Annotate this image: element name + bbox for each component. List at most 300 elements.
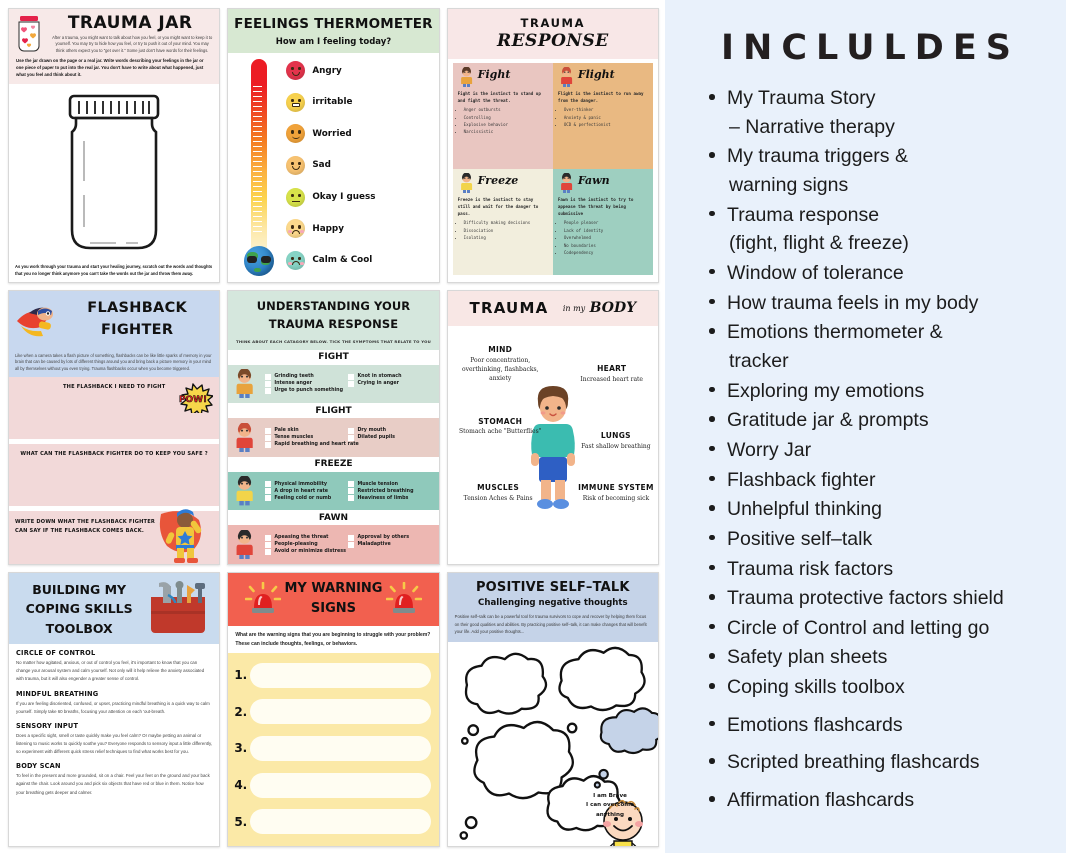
includes-item-label: How trauma feels in my body <box>727 291 979 314</box>
ut-title-line1: UNDERSTANDING YOUR <box>256 299 411 313</box>
includes-list-item <box>707 525 1048 554</box>
includes-item-label: Trauma response <box>727 203 880 226</box>
symptom-checkbox-row[interactable] <box>348 488 427 494</box>
includes-list-item <box>707 786 1048 815</box>
ff-title-line1: FLASHBACK <box>87 300 188 316</box>
quadrant-child-icon <box>458 173 475 193</box>
feeling-label: Worried <box>312 128 352 139</box>
understanding-section[interactable] <box>228 403 438 457</box>
earth-globe-icon <box>244 246 274 276</box>
includes-item-label: My Trauma Story <box>727 87 876 109</box>
coping-skill-body: Does a specific sight, smell or taste quickly make you feel calm? Or maybe petting an animal or listening to music works to quickly soothe you? Everyone responds to sensory input a little differently, so experiment with different quick stress relief techniques to find what works best for you. <box>16 732 213 755</box>
warning-sign-input[interactable] <box>250 809 430 834</box>
checkbox-icon[interactable] <box>348 374 354 380</box>
trauma-jar-header <box>9 9 219 84</box>
feelings-thermometer-header <box>228 9 438 53</box>
warning-sign-input[interactable] <box>250 699 430 724</box>
symptom-checkbox-row[interactable] <box>348 428 427 434</box>
warning-sign-input[interactable] <box>250 663 430 688</box>
card-coping-skills-toolbox[interactable] <box>8 572 220 847</box>
coping-skill-heading: SENSORY INPUT <box>16 721 79 730</box>
ws-title-line2: SIGNS <box>310 601 357 617</box>
card-understanding-trauma-response[interactable] <box>227 290 439 565</box>
feeling-row[interactable] <box>286 124 432 143</box>
feeling-row[interactable] <box>286 93 432 112</box>
feeling-row[interactable] <box>286 219 432 238</box>
positive-self-talk-header <box>448 573 658 642</box>
pow-label: POW! <box>179 394 208 405</box>
checkbox-icon[interactable] <box>265 549 271 555</box>
symptom-checkbox-row[interactable] <box>348 542 427 548</box>
checkbox-icon[interactable] <box>265 542 271 548</box>
includes-list-item <box>707 377 1048 406</box>
trauma-jar-drawing-area[interactable] <box>9 84 219 265</box>
flashback-prompt-1: THE FLASHBACK I NEED TO FIGHT <box>62 383 166 390</box>
child-illustration-icon <box>232 530 257 559</box>
understanding-title <box>233 298 433 334</box>
flashback-prompt-2: WHAT CAN THE FLASHBACK FIGHTER DO TO KEEP YOU SAFE ? <box>20 450 208 457</box>
body-part-name: MUSCLES <box>477 483 520 493</box>
section-child-icon <box>232 530 257 560</box>
checkbox-icon[interactable] <box>348 428 354 434</box>
trauma-jar-intro: After a trauma, you might want to talk about how you feel, or you might want to keep it to yourself. You may try to hide how you feel, or try to push it out of your mind. You may think others expect you to "get over it." Some just don't have words for their feelings. <box>52 34 213 53</box>
section-row <box>228 472 438 511</box>
section-row <box>228 418 438 457</box>
bubble-line-3: anything <box>596 812 624 819</box>
trauma-body-title-part3: BODY <box>589 300 637 316</box>
includes-item-label: Trauma protective factors shield <box>727 587 1004 610</box>
emoji-face-icon <box>286 93 305 112</box>
checkbox-icon[interactable] <box>265 481 271 487</box>
feelings-list <box>286 59 432 276</box>
symptom-label: Tense muscles <box>274 435 314 441</box>
includes-list-item <box>707 406 1048 435</box>
trauma-response-quadrant[interactable] <box>453 169 553 275</box>
feelings-thermometer-body <box>228 53 438 282</box>
checkbox-icon[interactable] <box>265 495 271 501</box>
sunglasses-icon <box>246 256 272 263</box>
response-item: • Narcissistic <box>464 128 548 135</box>
includes-item-label: Flashback fighter <box>727 468 876 491</box>
symptom-label: Heaviness of limbs <box>357 495 409 501</box>
includes-item-label: Worry Jar <box>727 438 812 461</box>
checkbox-icon[interactable] <box>348 435 354 441</box>
includes-list-item <box>707 748 1048 777</box>
quadrant-items <box>558 106 648 128</box>
card-my-warning-signs[interactable] <box>227 572 439 847</box>
body-part-name: MIND <box>488 345 513 355</box>
section-row <box>228 365 438 404</box>
response-item: • People pleaser <box>564 219 648 226</box>
siren-light-icon <box>245 582 281 616</box>
pow-burst-icon <box>173 383 213 413</box>
trauma-body-header <box>448 291 658 326</box>
includes-list-item <box>707 584 1048 613</box>
card-flashback-fighter[interactable] <box>8 290 220 565</box>
quadrant-description: Fight is the instinct to stand up and fight the threat. <box>457 91 541 104</box>
trauma-response-title-line2: RESPONSE <box>496 31 609 51</box>
trauma-response-quadrant[interactable] <box>553 63 653 169</box>
checkbox-icon[interactable] <box>348 488 354 494</box>
checkbox-icon[interactable] <box>348 535 354 541</box>
cs-title-line3: TOOLBOX <box>45 620 113 636</box>
symptom-checkbox-row[interactable] <box>265 428 344 434</box>
symptom-label: Intense anger <box>274 381 312 387</box>
emoji-face-icon <box>286 251 305 270</box>
warning-sign-row[interactable] <box>234 773 430 798</box>
quadrant-description: Fawn is the instinct to try to appease the threat by being submissive <box>557 197 634 217</box>
warning-sign-number: 1. <box>234 668 248 683</box>
symptom-label: Knot in stomach <box>357 374 402 380</box>
positive-self-talk-intro: Positive self–talk can be a powerful tool for trauma survivors to cope and recover by helping them focus on their good qualities and abilities. By practicing positive self–talk, it can make changes that will benefit your life. Add your positive thoughts... <box>454 614 647 635</box>
symptom-list <box>261 428 433 448</box>
checkbox-icon[interactable] <box>265 428 271 434</box>
symptom-label: Muscle tension <box>357 481 399 487</box>
includes-title: INCLULDES <box>721 28 1020 68</box>
trauma-response-quadrants <box>453 63 653 275</box>
checkbox-icon[interactable] <box>265 435 271 441</box>
symptom-checkbox-row[interactable] <box>265 495 344 501</box>
quadrant-name: Flight <box>577 68 615 81</box>
coping-toolbox-title <box>15 580 143 638</box>
bubble-line-1: I am Brave <box>593 792 627 799</box>
card-positive-self-talk[interactable] <box>447 572 659 847</box>
symptom-checkbox-row[interactable] <box>348 435 427 441</box>
symptom-checkbox-row[interactable] <box>265 542 344 548</box>
includes-list-item <box>707 318 1048 375</box>
body-part-name: LUNGS <box>600 430 631 440</box>
section-name: FLIGHT <box>228 403 438 418</box>
section-child-icon <box>232 476 257 506</box>
symptom-checkbox-row[interactable] <box>348 535 427 541</box>
body-part-description: Risk of becoming sick <box>582 494 650 502</box>
checkbox-icon[interactable] <box>265 442 271 448</box>
body-part-description: Fast shallow breathing <box>581 442 651 450</box>
symptom-checkbox-row[interactable] <box>265 381 344 387</box>
thermometer-ticks <box>253 86 262 235</box>
response-item: • Over-thinker <box>564 106 648 113</box>
quadrant-header <box>458 173 548 194</box>
flying-superhero-icon <box>15 301 57 339</box>
includes-list-item <box>707 84 1048 141</box>
checkbox-icon[interactable] <box>265 388 271 394</box>
includes-item-label: Trauma risk factors <box>727 557 894 580</box>
checkbox-icon[interactable] <box>265 488 271 494</box>
child-illustration-icon <box>558 67 575 87</box>
ff-title-line2: FIGHTER <box>100 321 174 338</box>
quadrant-header <box>558 173 648 194</box>
warning-sign-number: 2. <box>234 704 248 719</box>
warning-signs-header <box>228 573 438 626</box>
coping-skill-heading: BODY SCAN <box>16 762 61 771</box>
warning-signs-title <box>285 579 383 619</box>
card-feelings-thermometer[interactable] <box>227 8 439 283</box>
warning-sign-row[interactable] <box>234 699 430 724</box>
child-illustration-icon <box>458 173 475 193</box>
trauma-body-diagram <box>448 326 658 564</box>
trauma-response-quadrant[interactable] <box>553 169 653 275</box>
symptom-checkbox-row[interactable] <box>265 374 344 380</box>
body-part-label <box>578 431 654 451</box>
includes-item-continuation: warning signs <box>729 173 849 196</box>
symptom-checkbox-row[interactable] <box>265 488 344 494</box>
response-item: • Codependency <box>564 249 648 256</box>
coping-skill-body: To feel in the present and more grounded, sit on a chair. Feel your feet on the ground and your back against the chair. Look around you and pick six objects that have red or blue in them. Notice how your breathing gets deeper and calmer. <box>16 773 210 795</box>
includes-panel <box>665 0 1066 853</box>
symptom-label: Rapid breathing and heart rate <box>274 442 359 448</box>
cs-title-line2: COPING SKILLS <box>25 601 133 617</box>
coping-skill-heading: CIRCLE OF CONTROL <box>16 649 96 658</box>
body-part-description: Stomach ache "Butterflies" <box>459 428 542 436</box>
symptom-label: Avoid or minimize distress <box>274 549 346 555</box>
includes-list <box>693 84 1048 815</box>
section-name: FAWN <box>228 510 438 525</box>
quadrant-name: Freeze <box>477 174 519 187</box>
symptom-label: Apeasing the threat <box>274 535 329 541</box>
includes-list-item <box>707 259 1048 288</box>
includes-item-label: My trauma triggers & <box>727 145 908 168</box>
trauma-jar-title: TRAUMA JAR <box>67 13 193 33</box>
symptom-label: Restricted breathing <box>357 488 414 494</box>
cs-title-line1: BUILDING MY <box>32 582 127 597</box>
understanding-section[interactable] <box>228 350 438 404</box>
checkbox-icon[interactable] <box>265 381 271 387</box>
symptom-checkbox-row[interactable] <box>348 495 427 501</box>
includes-list-item <box>707 711 1048 740</box>
includes-item-label: Positive self–talk <box>727 527 873 550</box>
includes-list-item <box>707 643 1048 672</box>
symptom-label: Physical immobility <box>274 481 328 487</box>
feeling-row[interactable] <box>286 156 432 175</box>
includes-list-item <box>707 495 1048 524</box>
includes-list-item <box>707 555 1048 584</box>
symptom-label: Grinding teeth <box>274 374 314 380</box>
quadrant-name: Fawn <box>577 174 610 187</box>
response-item: • Explosive behavior <box>464 121 548 128</box>
includes-item-continuation: – Narrative therapy <box>729 115 895 138</box>
coping-skill-body: No matter how agitated, anxious, or out of control you feel, it's important to know that you can change your arousal system and calm yourself. Not only will it help relieve the anxiety associated with trauma, but it will also engender a greater sense of control. <box>16 660 205 682</box>
section-row <box>228 525 438 564</box>
flashback-prompt-1-band[interactable] <box>9 377 219 439</box>
understanding-section[interactable] <box>228 510 438 564</box>
positive-self-talk-title: POSITIVE SELF–TALK <box>475 580 630 595</box>
response-item: • Anger outbursts <box>464 106 548 113</box>
coping-skill-section <box>16 762 212 796</box>
response-item: • OCD & perfectionist <box>564 121 648 128</box>
trauma-body-title-part2: in my <box>562 303 586 313</box>
includes-item-label: Safety plan sheets <box>727 646 888 669</box>
thermometer-tube <box>251 59 267 252</box>
feelings-thermometer-title: FEELINGS THERMOMETER <box>234 16 433 32</box>
includes-list-item <box>707 201 1048 258</box>
quadrant-name: Fight <box>477 68 511 81</box>
bubble-line-2: I can overcome <box>586 802 634 809</box>
ut-title-line2: TRAUMA RESPONSE <box>268 316 399 331</box>
card-trauma-in-my-body[interactable] <box>447 290 659 565</box>
response-item: • Lack of identity <box>564 227 648 234</box>
child-illustration-icon <box>558 173 575 193</box>
trauma-jar-footer: As you work through your trauma and start your healing journey, scratch out the words and thoughts that you no longer think anymore you can't take the words out the jar and throw them away. <box>15 264 213 276</box>
section-child-icon <box>232 369 257 399</box>
checkbox-icon[interactable] <box>348 481 354 487</box>
response-item: • Controlling <box>464 114 548 121</box>
trauma-response-quadrant[interactable] <box>453 63 553 169</box>
positive-self-talk-subtitle: Challenging negative thoughts <box>478 598 628 608</box>
symptom-label: Maladaptive <box>357 542 391 548</box>
body-part-description: Poor concentration, overthinking, flashbacks, anxiety <box>461 357 539 382</box>
checkbox-icon[interactable] <box>348 542 354 548</box>
includes-list-item <box>707 673 1048 702</box>
symptom-label: Dilated pupils <box>357 435 396 441</box>
ws-title-line1: MY WARNING <box>284 581 383 596</box>
includes-item-label: Coping skills toolbox <box>727 676 905 699</box>
symptom-checkbox-row[interactable] <box>265 435 344 441</box>
checkbox-icon[interactable] <box>348 495 354 501</box>
coping-skill-heading: MINDFUL BREATHING <box>16 689 99 698</box>
includes-item-label: Gratitude jar & prompts <box>727 409 929 432</box>
feeling-label: irritable <box>312 97 353 108</box>
symptom-label: Urge to punch something <box>274 388 343 394</box>
standing-superhero-icon <box>153 506 215 564</box>
symptom-checkbox-row[interactable] <box>265 549 433 555</box>
quadrant-items <box>458 106 548 135</box>
body-part-label <box>574 483 658 503</box>
heart-jar-icon <box>14 14 44 54</box>
warning-sign-input[interactable] <box>250 736 430 761</box>
trauma-jar-instruction: Use the jar drawn on the page or a real jar. Write words describing your feelings in the jar or one piece of paper to put into the real jar. You don't have to write about what happened, just what you feel and think about it. <box>16 57 204 77</box>
coping-skill-body: If you are feeling disoriented, confused, or upset, practicing mindful breathing is a quick way to calm yourself. Simply take 60 breaths, focusing your attention on each 'out-breath. <box>16 700 210 714</box>
includes-item-label: Exploring my emotions <box>727 379 925 402</box>
warning-sign-number: 5. <box>234 814 248 829</box>
feeling-row[interactable] <box>286 188 432 207</box>
body-part-label <box>454 483 542 503</box>
emoji-face-icon <box>286 156 305 175</box>
symptom-checkbox-row[interactable] <box>265 388 433 394</box>
symptom-checkbox-row[interactable] <box>265 535 344 541</box>
flashback-fighter-header <box>9 291 219 349</box>
understanding-sections <box>228 350 438 564</box>
section-name: FIGHT <box>228 350 438 365</box>
symptom-label: People-pleasing <box>274 542 318 548</box>
includes-list-item <box>707 289 1048 318</box>
symptom-label: Approval by others <box>357 535 410 541</box>
response-item: • No boundaries <box>564 242 648 249</box>
includes-item-label: Affirmation flashcards <box>727 789 915 812</box>
warning-sign-input[interactable] <box>250 773 430 798</box>
checkbox-icon[interactable] <box>265 535 271 541</box>
understanding-section[interactable] <box>228 457 438 511</box>
flashback-fighter-intro: Like when a camera takes a flash picture of something, flashbacks can be like little sparks of memory in your brain that can be caused by lots of different things around you and bring back a picture memory in your mind all by themselves without you even trying. Trauma flashbacks occur when you become triggered. <box>9 349 219 377</box>
body-part-label <box>458 417 542 437</box>
includes-item-continuation: (fight, flight & freeze) <box>729 232 909 255</box>
includes-list-item <box>707 436 1048 465</box>
coping-toolbox-sections <box>9 644 219 846</box>
toolbox-icon <box>143 581 213 637</box>
response-item: • Dissociation <box>464 227 548 234</box>
positive-self-talk-body[interactable] <box>448 642 658 847</box>
feelings-thermometer-subtitle: How am I feeling today? <box>275 37 392 47</box>
includes-item-label: Unhelpful thinking <box>727 498 883 521</box>
card-trauma-response[interactable] <box>447 8 659 283</box>
symptom-checkbox-row[interactable] <box>265 481 344 487</box>
ff-prompt3-line2: CAN SAY IF THE FLASHBACK COMES BACK. <box>15 527 145 534</box>
affirmation-bubble-text <box>579 792 641 821</box>
warning-sign-row[interactable] <box>234 663 430 688</box>
quadrant-description: Flight is the instinct to run away from the danger. <box>557 91 644 104</box>
includes-item-label: Scripted breathing flashcards <box>727 751 980 774</box>
feeling-label: Okay I guess <box>312 192 376 203</box>
feeling-label: Happy <box>312 223 344 234</box>
symptom-checkbox-row[interactable] <box>348 481 427 487</box>
includes-item-label: Window of tolerance <box>727 261 904 284</box>
child-illustration-icon <box>458 67 475 87</box>
symptom-label: A drop in heart rate <box>274 488 329 494</box>
checkbox-icon[interactable] <box>348 381 354 387</box>
warning-sign-row[interactable] <box>234 736 430 761</box>
warning-sign-row[interactable] <box>234 809 430 834</box>
symptom-checkbox-row[interactable] <box>348 381 427 387</box>
warning-signs-list <box>228 653 438 846</box>
response-item: • Isolating <box>464 234 548 241</box>
symptom-checkbox-row[interactable] <box>265 442 433 448</box>
symptom-list <box>261 374 433 394</box>
emoji-face-icon <box>286 61 305 80</box>
quadrant-header <box>558 67 648 88</box>
flashback-fighter-title <box>61 298 213 342</box>
symptom-label: Pale skin <box>274 428 299 434</box>
flashback-prompt-3-band[interactable] <box>9 511 219 564</box>
coping-toolbox-header <box>9 573 219 644</box>
symptom-label: Crying in anger <box>357 381 400 387</box>
quadrant-child-icon <box>558 67 575 87</box>
body-part-name: IMMUNE SYSTEM <box>578 483 654 493</box>
body-part-name: STOMACH <box>478 416 523 426</box>
understanding-header <box>228 291 438 350</box>
coping-skill-section <box>16 690 212 716</box>
card-trauma-jar[interactable] <box>8 8 220 283</box>
siren-light-icon-right <box>386 582 422 616</box>
mason-jar-outline-icon <box>54 91 174 256</box>
quadrant-items <box>558 219 648 256</box>
coping-skill-section <box>16 722 212 756</box>
child-illustration-icon <box>232 476 257 505</box>
feeling-label: Angry <box>312 65 342 76</box>
quadrant-items <box>458 219 548 241</box>
symptom-list <box>261 535 433 555</box>
includes-item-label: Circle of Control and letting go <box>727 616 990 639</box>
flashback-prompt-2-band[interactable] <box>9 444 219 506</box>
body-part-description: Tension Aches & Pains <box>463 494 533 502</box>
includes-item-label: Emotions flashcards <box>727 713 903 736</box>
checkbox-icon[interactable] <box>265 374 271 380</box>
feeling-row[interactable] <box>286 61 432 80</box>
warning-sign-number: 4. <box>234 778 248 793</box>
section-name: FREEZE <box>228 457 438 472</box>
feeling-label: Sad <box>312 160 331 171</box>
child-illustration-icon <box>232 369 257 398</box>
symptom-checkbox-row[interactable] <box>348 374 427 380</box>
includes-list-item <box>707 466 1048 495</box>
feeling-label: Calm & Cool <box>312 255 373 266</box>
body-part-label <box>570 364 654 384</box>
quadrant-child-icon <box>558 173 575 193</box>
understanding-subtitle: THINK ABOUT EACH CATAGORY BELOW. TICK THE SYMPTOMS THAT RELATE TO YOU <box>235 338 431 344</box>
response-item: • Overwhelmed <box>564 234 648 241</box>
trauma-response-title-line1: TRAUMA <box>520 16 586 30</box>
includes-item-label: Emotions thermometer & <box>727 321 943 344</box>
feeling-row[interactable] <box>286 251 432 270</box>
trauma-body-title-part1: TRAUMA <box>469 299 549 317</box>
